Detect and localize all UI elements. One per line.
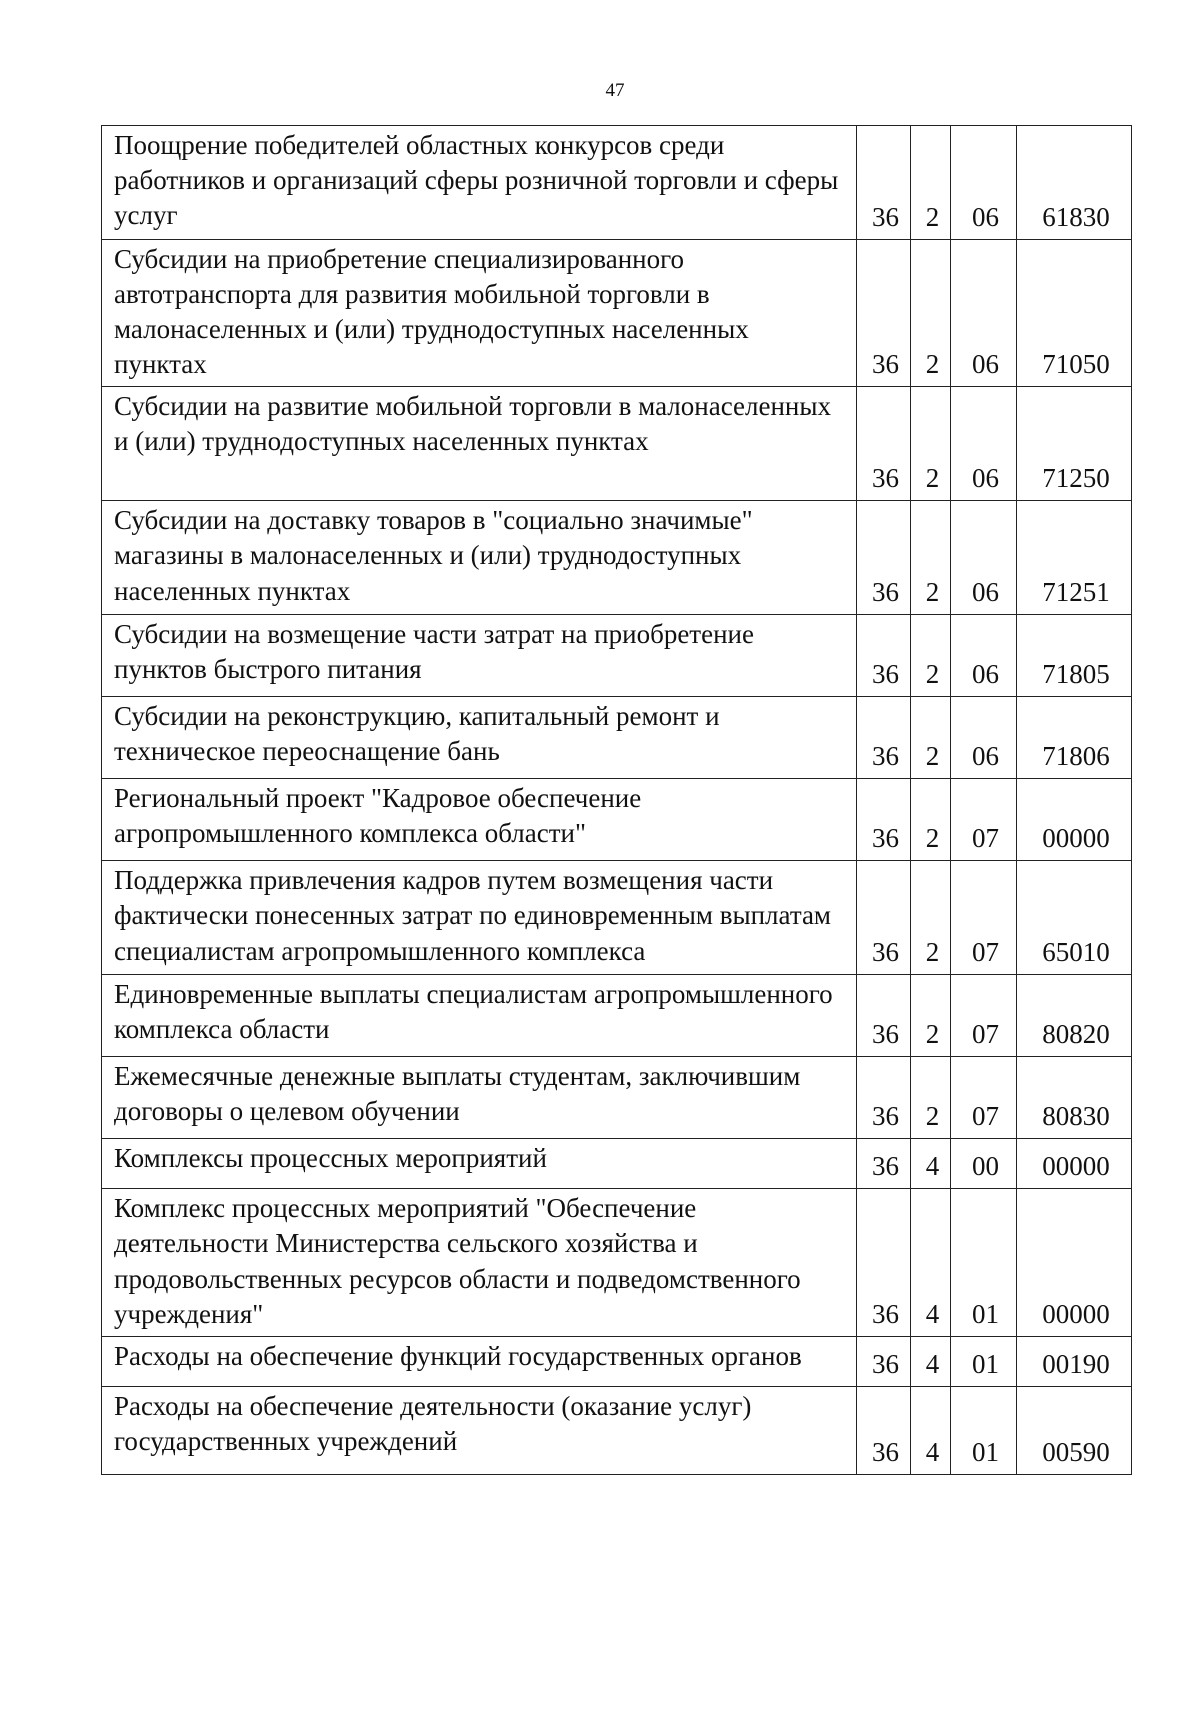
table-row bbox=[102, 1386, 1132, 1474]
code-direction: 80830 bbox=[1017, 1057, 1132, 1139]
table-row bbox=[102, 697, 1132, 779]
code-subprogram: 07 bbox=[951, 1057, 1017, 1139]
code-subprogram: 07 bbox=[951, 861, 1017, 975]
code-type: 4 bbox=[911, 1139, 951, 1189]
table-row bbox=[102, 126, 1132, 240]
table-row bbox=[102, 1057, 1132, 1139]
row-description: Субсидии на доставку товаров в "социально значимые" магазины в малонаселенных и (или) труднодоступных населенных пунктах bbox=[102, 501, 857, 615]
code-direction: 80820 bbox=[1017, 975, 1132, 1057]
code-program: 36 bbox=[857, 615, 911, 697]
row-description: Расходы на обеспечение деятельности (оказание услуг) государственных учреждений bbox=[102, 1386, 857, 1474]
code-direction: 71050 bbox=[1017, 240, 1132, 387]
code-subprogram: 06 bbox=[951, 387, 1017, 501]
code-direction: 71805 bbox=[1017, 615, 1132, 697]
row-description: Ежемесячные денежные выплаты студентам, заключившим договоры о целевом обучении bbox=[102, 1057, 857, 1139]
table-row bbox=[102, 861, 1132, 975]
code-program: 36 bbox=[857, 975, 911, 1057]
row-description: Субсидии на развитие мобильной торговли в малонаселенных и (или) труднодоступных населенных пунктах bbox=[102, 387, 857, 501]
code-type: 2 bbox=[911, 126, 951, 240]
table-row bbox=[102, 975, 1132, 1057]
code-program: 36 bbox=[857, 861, 911, 975]
code-program: 36 bbox=[857, 387, 911, 501]
row-description: Расходы на обеспечение функций государственных органов bbox=[102, 1336, 857, 1386]
code-program: 36 bbox=[857, 240, 911, 387]
code-subprogram: 00 bbox=[951, 1139, 1017, 1189]
code-type: 2 bbox=[911, 240, 951, 387]
code-subprogram: 07 bbox=[951, 975, 1017, 1057]
code-subprogram: 06 bbox=[951, 501, 1017, 615]
code-direction: 00000 bbox=[1017, 1189, 1132, 1336]
code-type: 2 bbox=[911, 387, 951, 501]
code-subprogram: 01 bbox=[951, 1336, 1017, 1386]
code-program: 36 bbox=[857, 1336, 911, 1386]
code-type: 2 bbox=[911, 779, 951, 861]
table-row bbox=[102, 387, 1132, 501]
budget-classification-table bbox=[101, 125, 1132, 1475]
code-direction: 71251 bbox=[1017, 501, 1132, 615]
row-description: Поддержка привлечения кадров путем возмещения части фактически понесенных затрат по единовременным выплатам специалистам агропромышленного комплекса bbox=[102, 861, 857, 975]
code-type: 2 bbox=[911, 1057, 951, 1139]
row-description: Субсидии на приобретение специализированного автотранспорта для развития мобильной торговли в малонаселенных и (или) труднодоступных населенных пунктах bbox=[102, 240, 857, 387]
code-direction: 00190 bbox=[1017, 1336, 1132, 1386]
code-program: 36 bbox=[857, 1386, 911, 1474]
table-row bbox=[102, 501, 1132, 615]
code-direction: 00000 bbox=[1017, 1139, 1132, 1189]
page-number: 47 bbox=[605, 80, 625, 101]
code-program: 36 bbox=[857, 1139, 911, 1189]
code-subprogram: 07 bbox=[951, 779, 1017, 861]
code-direction: 71250 bbox=[1017, 387, 1132, 501]
code-direction: 71806 bbox=[1017, 697, 1132, 779]
row-description: Региональный проект "Кадровое обеспечение агропромышленного комплекса области" bbox=[102, 779, 857, 861]
table-row bbox=[102, 1336, 1132, 1386]
code-program: 36 bbox=[857, 697, 911, 779]
table-row bbox=[102, 240, 1132, 387]
row-description: Комплекс процессных мероприятий "Обеспечение деятельности Министерства сельского хозяйства и продовольственных ресурсов области и подведомственного учреждения" bbox=[102, 1189, 857, 1336]
code-program: 36 bbox=[857, 501, 911, 615]
code-subprogram: 06 bbox=[951, 126, 1017, 240]
code-type: 2 bbox=[911, 861, 951, 975]
table-row bbox=[102, 1139, 1132, 1189]
row-description: Субсидии на возмещение части затрат на приобретение пунктов быстрого питания bbox=[102, 615, 857, 697]
code-direction: 65010 bbox=[1017, 861, 1132, 975]
table-row bbox=[102, 1189, 1132, 1336]
code-direction: 00590 bbox=[1017, 1386, 1132, 1474]
code-subprogram: 01 bbox=[951, 1386, 1017, 1474]
code-type: 2 bbox=[911, 697, 951, 779]
row-description: Комплексы процессных мероприятий bbox=[102, 1139, 857, 1189]
code-program: 36 bbox=[857, 779, 911, 861]
table-row bbox=[102, 615, 1132, 697]
code-program: 36 bbox=[857, 126, 911, 240]
code-type: 4 bbox=[911, 1336, 951, 1386]
code-type: 2 bbox=[911, 975, 951, 1057]
code-program: 36 bbox=[857, 1057, 911, 1139]
code-subprogram: 06 bbox=[951, 697, 1017, 779]
code-subprogram: 01 bbox=[951, 1189, 1017, 1336]
code-direction: 00000 bbox=[1017, 779, 1132, 861]
code-type: 2 bbox=[911, 615, 951, 697]
code-type: 4 bbox=[911, 1189, 951, 1336]
code-direction: 61830 bbox=[1017, 126, 1132, 240]
table-row bbox=[102, 779, 1132, 861]
code-subprogram: 06 bbox=[951, 615, 1017, 697]
row-description: Единовременные выплаты специалистам агропромышленного комплекса области bbox=[102, 975, 857, 1057]
code-subprogram: 06 bbox=[951, 240, 1017, 387]
code-type: 4 bbox=[911, 1386, 951, 1474]
row-description: Субсидии на реконструкцию, капитальный ремонт и техническое переоснащение бань bbox=[102, 697, 857, 779]
code-program: 36 bbox=[857, 1189, 911, 1336]
code-type: 2 bbox=[911, 501, 951, 615]
row-description: Поощрение победителей областных конкурсов среди работников и организаций сферы розничной торговли и сферы услуг bbox=[102, 126, 857, 240]
